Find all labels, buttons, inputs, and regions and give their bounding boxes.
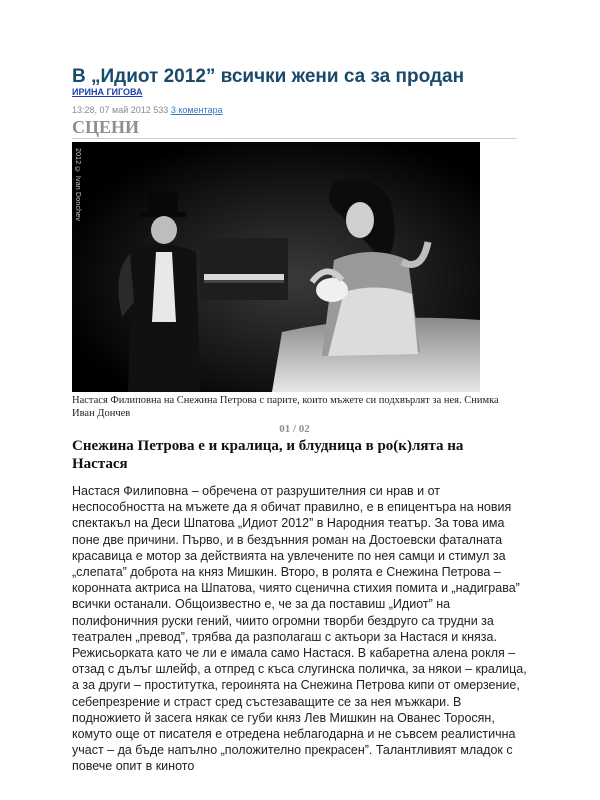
- stage-photo-illustration: [72, 142, 480, 392]
- article-body: Настася Филиповна – обречена от разрушителния си нрав и от неспособността на мъжете да я обичат правилно, е в епицентъра на новия спектакъл на Деси Шпатова „Идиот 2012” в Народния театър. За това има поне две причини. Първо, и в бездънния роман на Достоевски фаталната красавица е мотор за действията на увлечените по нея самци и стимул за „слепата” доброта на княз Мишкин. Второ, в ролята е Снежина Петрова – коронната актриса на Шпатова, чиято сценична стихия помита и „надиграва” всички останали. Общоизвестно е, че за да поставиш „Идиот” на полифоничния руски гений, чиито огромни творби бездруго са трудни за театрален „превод”, трябва да разполагаш с актьори за Настася и княза. Режисьорката като че ли е имала само Настася. В кабаретна алена рокля – отзад с дълъг шлейф, а отпред с къса слугинска поличка, за някои – кралица, а за други – проститутка, героинята на Снежина Петрова кипи от омерзение, себепрезрение и страст сред състезаващите се за нея мъжкари. В подножието й засега някак се губи княз Лев Мишкин на Ованес Торосян, комуто още от писателя е отредена неблагодарна и не съвсем реалистична участ – да бъде напълно „положително прекрасен”. Талантливият младок с повече опит в киното: [72, 484, 527, 774]
- article-photo[interactable]: [72, 142, 480, 392]
- section-title: СЦЕНИ: [72, 117, 517, 139]
- view-count: 533: [153, 105, 169, 115]
- article-subheading: Снежина Петрова е и кралица, и блудница в ро(к)лята на Настася: [72, 438, 464, 472]
- comments-link[interactable]: 3 коментара: [170, 105, 223, 115]
- article-title: В „Идиот 2012” всички жени са за продан: [72, 66, 465, 87]
- photo-credit: 2012 © Ivan Donchev: [74, 148, 81, 222]
- article: [72, 66, 527, 775]
- publish-date: 13:28, 07 май 2012: [72, 105, 151, 115]
- article-meta: [72, 104, 517, 116]
- author-link[interactable]: ИРИНА ГИГОВА: [72, 87, 143, 97]
- gallery-pager[interactable]: 01 / 02: [279, 423, 310, 435]
- photo-caption: Настася Филиповна на Снежина Петрова с парите, които мъжете си подхвърлят за нея. Снимка Иван Дончев: [72, 395, 499, 419]
